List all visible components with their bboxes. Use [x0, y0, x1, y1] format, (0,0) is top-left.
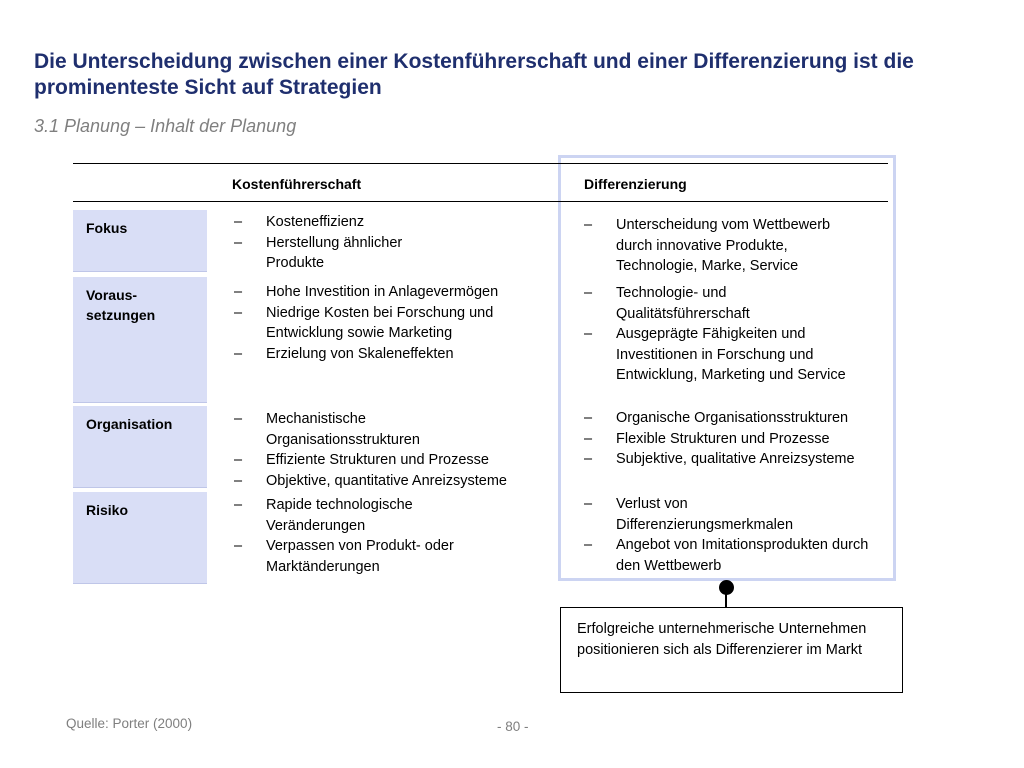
- row-label: Fokus: [86, 220, 128, 236]
- row-label-box-voraussetzungen: [73, 277, 207, 403]
- cell-voraussetzungen-cost: [234, 282, 544, 364]
- cell-organisation-differentiation: [584, 408, 904, 470]
- page-number: - 80 -: [497, 719, 529, 734]
- list-item: – Herstellung ähnlicher Produkte: [234, 233, 436, 274]
- row-label-box-organisation: [73, 406, 207, 488]
- conclusion-callout: Erfolgreiche unternehmerische Unternehmen positionieren sich als Differenzierer im Markt: [560, 607, 903, 693]
- row-label-box-fokus: [73, 210, 207, 272]
- list-item: – Effiziente Strukturen und Prozesse: [234, 450, 554, 471]
- list-item: – Mechanistische Organisationsstrukturen: [234, 409, 476, 450]
- list-item: – Flexible Strukturen und Prozesse: [584, 429, 904, 450]
- table-top-rule: [73, 163, 888, 164]
- list-item: – Organische Organisationsstrukturen: [584, 408, 904, 429]
- slide-subtitle: 3.1 Planung – Inhalt der Planung: [34, 116, 297, 136]
- list-item: – Objektive, quantitative Anreizsysteme: [234, 471, 554, 492]
- table-header-rule: [73, 201, 888, 202]
- cell-fokus-differentiation: [584, 215, 874, 277]
- cell-fokus-cost: [234, 212, 534, 274]
- list-item: – Unterscheidung vom Wettbewerb durch innovative Produkte, Technologie, Marke, Service: [584, 215, 844, 277]
- connector-dot: [719, 580, 734, 595]
- list-item: – Subjektive, qualitative Anreizsysteme: [584, 449, 904, 470]
- list-item: – Hohe Investition in Anlagevermögen: [234, 282, 544, 303]
- cell-organisation-cost: [234, 409, 554, 491]
- list-item: – Ausgeprägte Fähigkeiten und Investitionen in Forschung und Entwicklung, Marketing und Service: [584, 324, 856, 386]
- column-header-cost-leadership: Kostenführerschaft: [232, 176, 362, 192]
- column-header-differentiation: Differenzierung: [584, 176, 687, 192]
- list-item: – Verlust von Differenzierungsmerkmalen: [584, 494, 831, 535]
- row-label: Risiko: [86, 502, 129, 518]
- list-item: – Kosteneffizienz: [234, 212, 534, 233]
- cell-risiko-cost: [234, 495, 534, 577]
- cell-risiko-differentiation: [584, 494, 884, 576]
- list-item: – Rapide technologische Veränderungen: [234, 495, 466, 536]
- cell-voraussetzungen-differentiation: [584, 283, 874, 386]
- list-item: – Niedrige Kosten bei Forschung und Entwicklung sowie Marketing: [234, 303, 538, 344]
- list-item: – Technologie- und Qualitätsführerschaft: [584, 283, 786, 324]
- list-item: – Verpassen von Produkt- oder Marktänderungen: [234, 536, 526, 577]
- row-label: Voraus- setzungen: [86, 287, 156, 323]
- source-note: Quelle: Porter (2000): [66, 716, 193, 731]
- connector-line: [725, 592, 727, 608]
- row-label: Organisation: [86, 416, 173, 432]
- row-label-box-risiko: [73, 492, 207, 584]
- list-item: – Angebot von Imitationsprodukten durch den Wettbewerb: [584, 535, 876, 576]
- list-item: – Erzielung von Skaleneffekten: [234, 344, 544, 365]
- slide-title: Die Unterscheidung zwischen einer Kostenführerschaft und einer Differenzierung ist die prominenteste Sicht auf Strategien: [34, 50, 914, 99]
